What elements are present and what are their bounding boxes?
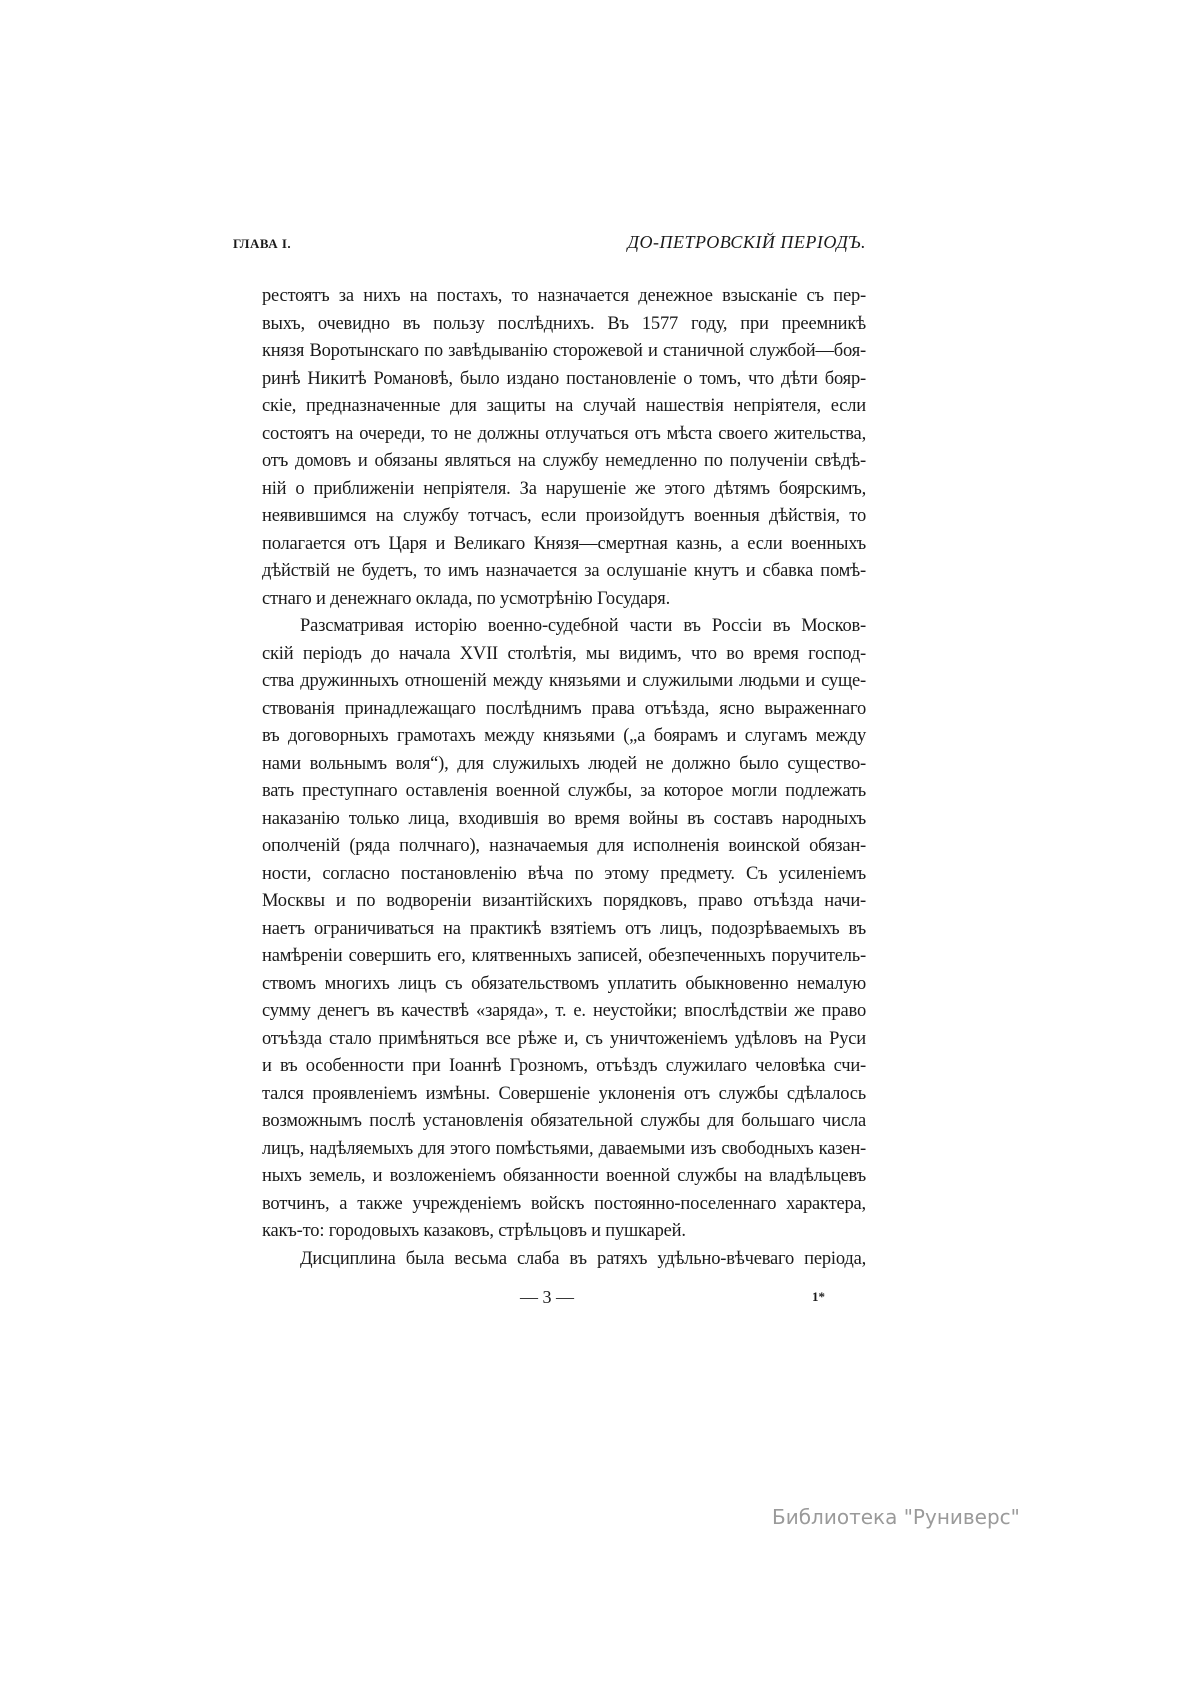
text-line: лицъ, надѣляемыхъ для этого помѣстьями, даваемыми изъ свободныхъ казен-	[262, 1138, 866, 1159]
text-line: отъѣзда стало примѣняться все рѣже и, съ уничтоженіемъ удѣловъ на Руси	[262, 1028, 866, 1049]
text-line: выхъ, очевидно въ пользу послѣднихъ. Въ 1577 году, при преемникѣ	[262, 313, 866, 334]
text-line: въ договорныхъ грамотахъ между князьями („а боярамъ и слугамъ между	[262, 726, 866, 746]
text-line: состоятъ на очереди, то не должны отлучаться отъ мѣста своего жительства,	[262, 423, 866, 444]
text-line: ствованія принадлежащаго послѣднимъ права отъѣзда, ясно выраженнаго	[262, 698, 866, 719]
text-line: возможнымъ послѣ установленія обязательной службы для большаго числа	[262, 1111, 866, 1131]
text-line: наетъ ограничиваться на практикѣ взятіемъ отъ лицъ, подозрѣваемыхъ въ	[262, 918, 866, 939]
text-line: намѣреніи совершить его, клятвенныхъ записей, обезпеченныхъ поручитель-	[262, 946, 866, 966]
text-line: ополченій (ряда полчнаго), назначаемыя для исполненія воинской обязан-	[262, 836, 866, 856]
paragraph-2	[262, 613, 866, 1246]
text-line: тался проявленіемъ измѣны. Совершеніе уклоненія отъ службы сдѣлалось	[262, 1083, 866, 1104]
text-line: полагается отъ Царя и Великаго Князя—смертная казнь, а если военныхъ	[262, 533, 866, 554]
paragraph-3	[262, 1246, 866, 1274]
text-line: Разсматривая исторію военно-судебной части въ Россіи въ Москов-	[300, 616, 866, 636]
text-line: ній о приближеніи непріятеля. За нарушеніе же этого дѣтямъ боярскимъ,	[262, 478, 866, 499]
text-line: наказанію только лица, входившія во время войны въ составъ народныхъ	[262, 808, 866, 829]
text-line: Москвы и по водвореніи византійскихъ порядковъ, право отъѣзда начи-	[262, 891, 866, 911]
text-line: ствомъ многихъ лицъ съ обязательствомъ уплатить обыкновенно немалую	[262, 973, 866, 994]
running-header-title: ДО-ПЕТРОВСКІЙ ПЕРІОДЪ.	[627, 232, 866, 252]
text-line: стнаго и денежнаго оклада, по усмотрѣнію Государя.	[262, 588, 671, 609]
text-line: отъ домовъ и обязаны являться на службу немедленно по полученіи свѣдѣ-	[262, 451, 866, 471]
text-line: скій періодъ до начала XVII столѣтія, мы видимъ, что во время господ-	[262, 643, 866, 664]
text-line: вотчинъ, а также учрежденіемъ войскъ постоянно-поселеннаго характера,	[262, 1193, 866, 1214]
text-line: ринѣ Никитѣ Романовѣ, было издано постановленіе о томъ, что дѣти бояр-	[262, 368, 866, 389]
text-line: ства дружинныхъ отношеній между князьями и служилыми людьми и суще-	[262, 671, 866, 691]
text-line: ности, согласно постановленію вѣча по этому предмету. Съ усиленіемъ	[262, 863, 866, 884]
running-header-chapter: ГЛАВА I.	[233, 236, 292, 251]
text-line: сумму денегъ въ качествѣ «заряда», т. е. неустойки; впослѣдствіи же право	[262, 1001, 866, 1021]
text-line: дѣйствій не будетъ, то имъ назначается за ослушаніе кнутъ и сбавка помѣ-	[262, 561, 866, 581]
text-line: Дисциплина была весьма слаба въ ратяхъ удѣльно-вѣчеваго періода,	[300, 1248, 866, 1269]
paragraph-1	[262, 283, 866, 613]
text-line: нами вольнымъ воля“), для служилыхъ людей не должно было существо-	[262, 753, 866, 774]
body-text	[262, 283, 866, 1311]
text-line: князя Воротынскаго по завѣдыванію сторожевой и станичной службой—боя-	[262, 341, 866, 361]
text-line: вать преступнаго оставленія военной службы, за которое могли подлежать	[262, 781, 866, 801]
text-line: и въ особенности при Іоаннѣ Грозномъ, отъѣздъ служилаго человѣка счи-	[262, 1056, 866, 1076]
text-line: неявившимся на службу тотчасъ, если произойдутъ военныя дѣйствія, то	[262, 506, 866, 526]
library-watermark: Библиотека "Руниверс"	[772, 1505, 1020, 1529]
text-line: скіе, предназначенные для защиты на случай нашествія непріятеля, если	[262, 396, 866, 416]
text-line: рестоятъ за нихъ на постахъ, то назначается денежное взысканіе съ пер-	[262, 286, 866, 306]
page-number: — 3 —	[520, 1287, 574, 1307]
text-line: какъ-то: городовыхъ казаковъ, стрѣльцовъ и пушкарей.	[262, 1221, 686, 1241]
signature-mark: 1*	[812, 1289, 825, 1304]
page-footer	[262, 1287, 866, 1311]
text-line: ныхъ земель, и возложеніемъ обязанности военной службы на владѣльцевъ	[262, 1166, 866, 1186]
